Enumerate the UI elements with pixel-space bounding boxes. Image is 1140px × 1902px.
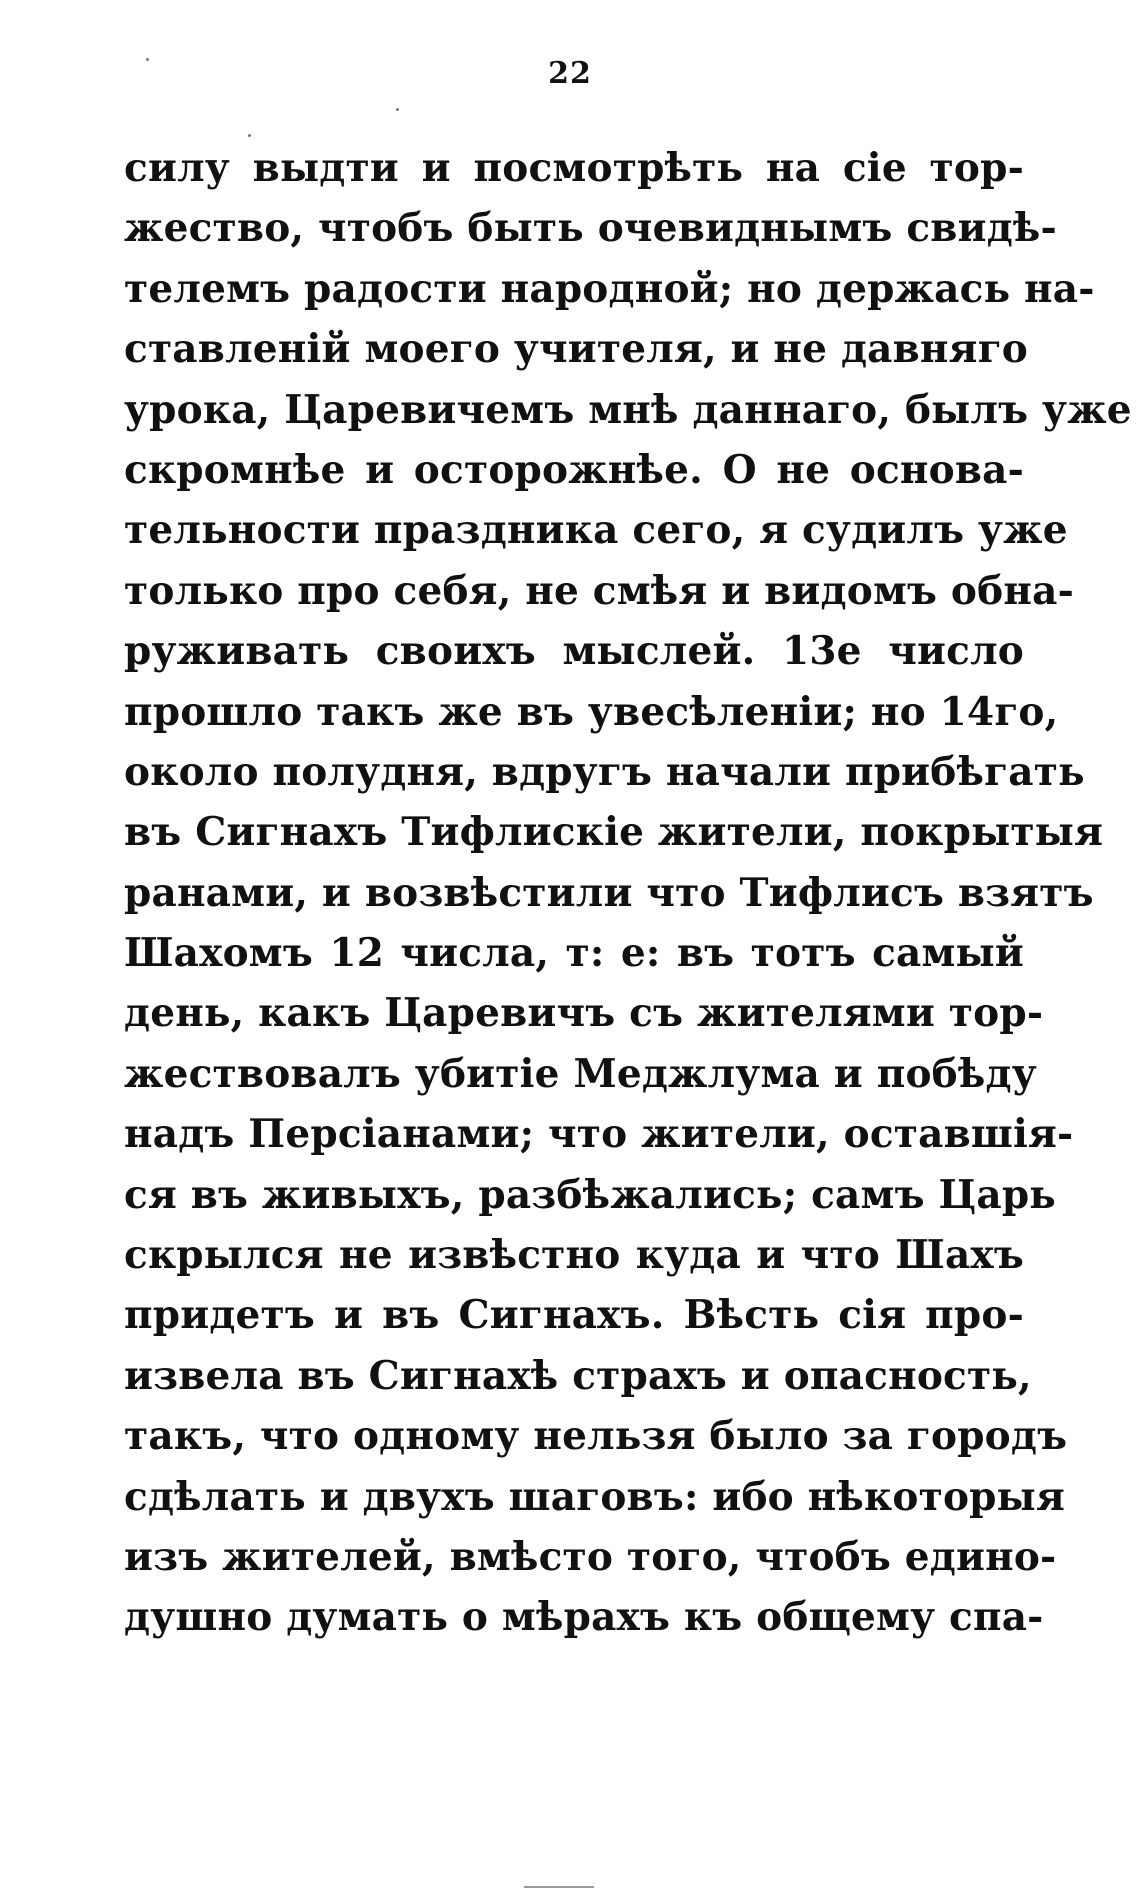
text-line: изъ жителей, вмѣсто того, чтобъ едино- — [124, 1533, 1057, 1580]
page-number: 22 — [548, 56, 592, 91]
text-line: надъ Персіанами; что жители, оставшія- — [124, 1111, 1074, 1158]
text-line: силу выдти и посмотрѣть на сіе тор- — [124, 145, 1024, 191]
text-line: прошло такъ же въ увесѣленіи; но 14го, — [124, 688, 1059, 735]
text-line: Шахомъ 12 числа, т: е: въ тотъ самый — [124, 930, 1024, 977]
body-text — [124, 138, 1132, 1648]
text-line: извела въ Сигнахѣ страхъ и опасность, — [124, 1352, 1032, 1399]
text-line: придетъ и въ Сигнахъ. Вѣсть сія про- — [124, 1292, 1024, 1339]
text-line: ся въ живыхъ, разбѣжались; самъ Царь — [124, 1171, 1056, 1218]
text-line: скрылся не извѣстно куда и что Шахъ — [124, 1232, 1024, 1279]
text-line: урока, Царевичемъ мнѣ даннаго, былъ уже — [124, 386, 1132, 433]
text-line: сдѣлать и двухъ шаговъ: ибо нѣкоторыя — [124, 1473, 1065, 1520]
paper-speck — [248, 134, 251, 137]
text-line: телемъ радости народной; но держась на- — [124, 265, 1095, 312]
text-line: только про себя, не смѣя и видомъ обна- — [124, 567, 1074, 614]
bottom-rule — [524, 1886, 594, 1888]
text-line: ранами, и возвѣстили что Тифлисъ взятъ — [124, 869, 1094, 916]
text-line: такъ, что одному нельзя было за городъ — [124, 1413, 1068, 1460]
text-line: руживать своихъ мыслей. 13е число — [124, 628, 1024, 675]
text-line: душно думать о мѣрахъ къ общему спа- — [124, 1594, 1044, 1641]
paper-speck — [146, 58, 149, 61]
text-line: около полудня, вдругъ начали прибѣгать — [124, 748, 1085, 795]
text-line: жествовалъ убитіе Меджлума и побѣду — [124, 1050, 1037, 1097]
text-line: скромнѣе и осторожнѣе. О не основа- — [124, 446, 1024, 493]
paper-speck — [396, 108, 399, 111]
text-line: тельности праздника сего, я судилъ уже — [124, 507, 1068, 554]
text-line: ставленій моего учителя, и не давняго — [124, 326, 1028, 373]
text-line: день, какъ Царевичъ съ жителями тор- — [124, 990, 1044, 1037]
text-line: въ Сигнахъ Тифлискіе жители, покрытыя — [124, 809, 1104, 856]
text-line: жество, чтобъ быть очевиднымъ свидѣ- — [124, 205, 1057, 252]
